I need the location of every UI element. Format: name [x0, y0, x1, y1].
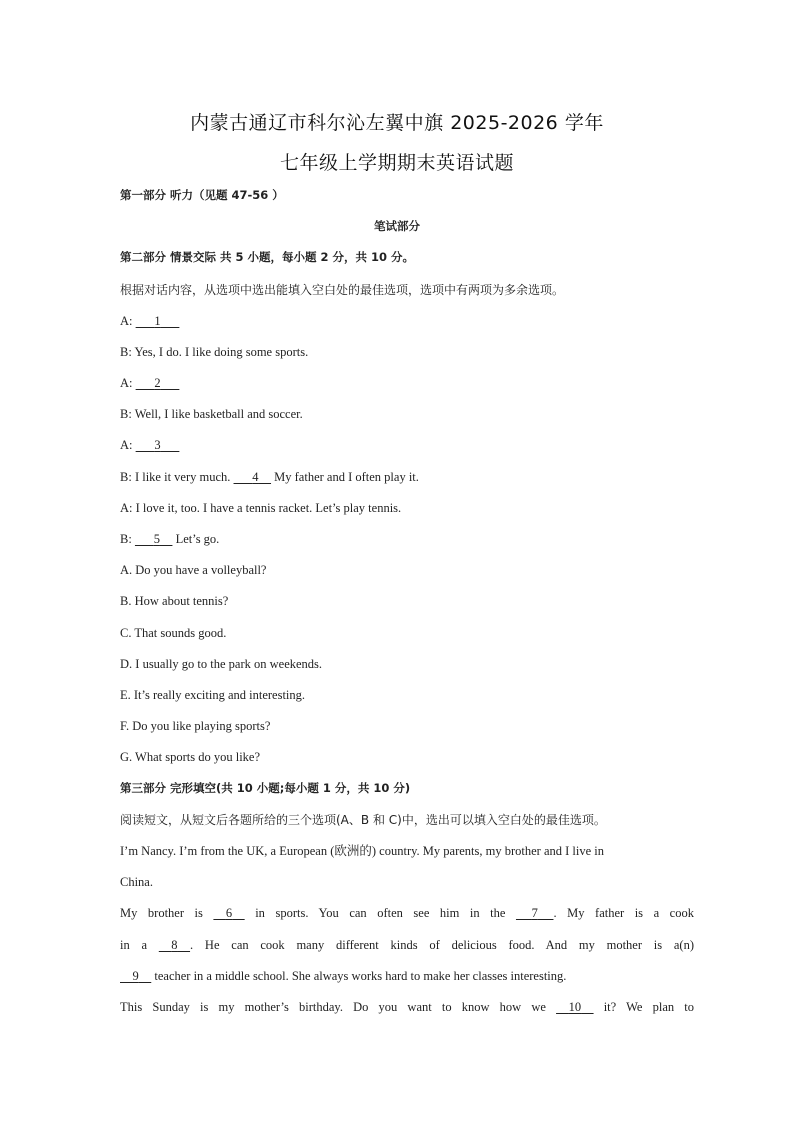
- dialogue-text: I love it, too. I have a tennis racket. Let’s play tennis.: [135, 501, 402, 515]
- dialogue-text: Well, I like basketball and soccer.: [134, 407, 303, 421]
- title-line-2: 七年级上学期期末英语试题: [279, 152, 514, 174]
- speaker: B:: [120, 470, 132, 484]
- part2-instruction: 根据对话内容，从选项中选出能填入空白处的最佳选项，选项中有两项为多余选项。: [120, 283, 565, 297]
- passage-line-5: [120, 968, 694, 984]
- part1-heading: 第一部分 听力（见题 47-56 ）: [120, 188, 284, 202]
- blank-2: 2: [154, 376, 161, 390]
- blank-10: 10: [568, 1000, 582, 1014]
- dialogue-line-4: [120, 406, 694, 422]
- speaker: B:: [120, 345, 132, 359]
- passage-text: in sports. You can often see him in the: [244, 906, 516, 920]
- dialogue-line-8: [120, 531, 694, 547]
- passage-line-2: China.: [120, 875, 153, 889]
- part3-instruction: 阅读短文，从短文后各题所给的三个选项(A、B 和 C)中，选出可以填入空白处的最佳选项。: [120, 813, 606, 827]
- option-d: D. I usually go to the park on weekends.: [120, 657, 323, 671]
- passage-text: teacher in a middle school. She always works hard to make her classes interesting.: [151, 969, 567, 983]
- blank-6: 6: [225, 906, 233, 920]
- dialogue-line-1: [120, 313, 694, 329]
- written-heading: 笔试部分: [374, 219, 420, 233]
- passage-text: it? We plan to: [593, 1000, 695, 1014]
- dialogue-line-6: [120, 469, 694, 485]
- dialogue-line-3: [120, 375, 694, 391]
- speaker: A:: [120, 501, 133, 515]
- speaker: A:: [120, 314, 133, 328]
- blank-4: 4: [252, 470, 259, 484]
- passage-text: . My father is a cook: [553, 906, 694, 920]
- part3-heading: 第三部分 完形填空(共 10 小题;每小题 1 分，共 10 分): [120, 781, 411, 795]
- option-f: F. Do you like playing sports?: [120, 719, 271, 733]
- blank-9: 9: [132, 969, 139, 983]
- passage-text: My brother is: [120, 906, 214, 920]
- dialogue-text: Let’s go.: [172, 532, 220, 546]
- speaker: A:: [120, 376, 133, 390]
- blank-1: 1: [154, 314, 161, 328]
- blank-5: 5: [153, 532, 160, 546]
- dialogue-text: I like it very much.: [134, 470, 234, 484]
- option-g: G. What sports do you like?: [120, 750, 261, 764]
- blank-3: 3: [154, 438, 161, 452]
- speaker: B:: [120, 407, 132, 421]
- option-c: C. That sounds good.: [120, 626, 227, 640]
- dialogue-text: Yes, I do. I like doing some sports.: [134, 345, 309, 359]
- dialogue-line-2: [120, 344, 694, 360]
- passage-line-3: [120, 905, 694, 921]
- title-line-1: 内蒙古通辽市科尔沁左翼中旗 2025-2026 学年: [190, 112, 604, 134]
- speaker: B:: [120, 532, 132, 546]
- passage-line-1: I’m Nancy. I’m from the UK, a European (欧洲的) country. My parents, my brother and I live in: [120, 844, 605, 858]
- passage-line-6: [120, 999, 694, 1015]
- passage-text: . He can cook many different kinds of delicious food. And my mother is a(n): [190, 938, 694, 952]
- speaker: A:: [120, 438, 133, 452]
- passage-text: This Sunday is my mother’s birthday. Do you want to know how we: [120, 1000, 557, 1014]
- passage-line-4: [120, 937, 694, 953]
- blank-7: 7: [531, 906, 538, 920]
- option-b: B. How about tennis?: [120, 594, 229, 608]
- passage-text: in a: [120, 938, 159, 952]
- part2-heading: 第二部分 情景交际 共 5 小题，每小题 2 分，共 10 分。: [120, 250, 415, 264]
- option-e: E. It’s really exciting and interesting.: [120, 688, 306, 702]
- option-a: A. Do you have a volleyball?: [120, 563, 267, 577]
- dialogue-line-5: [120, 437, 694, 453]
- blank-8: 8: [171, 938, 178, 952]
- dialogue-text: My father and I often play it.: [271, 470, 419, 484]
- dialogue-line-7: [120, 500, 694, 516]
